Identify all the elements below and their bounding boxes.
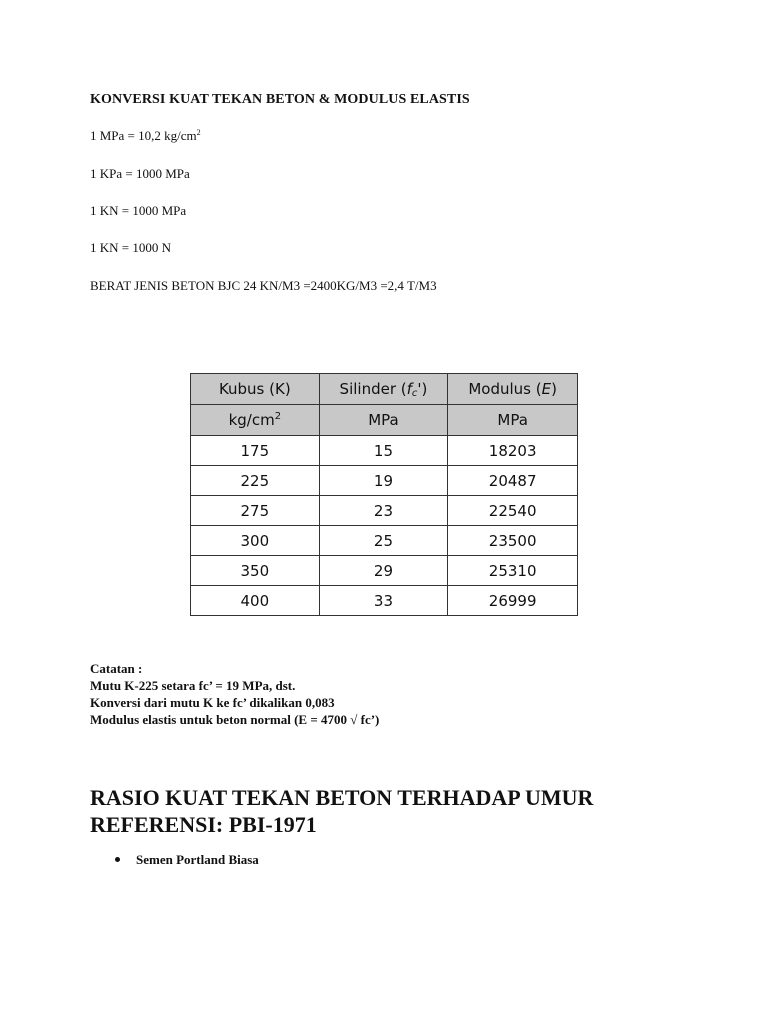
cell-modulus: 18203 [448, 436, 578, 466]
list-item [112, 852, 259, 868]
conversion-line-kn-n: 1 KN = 1000 N [90, 240, 171, 255]
cell-modulus: 23500 [448, 526, 578, 556]
cell-modulus: 25310 [448, 556, 578, 586]
table-row [191, 556, 578, 586]
conversion-text: 1 MPa = 10,2 kg/cm [90, 128, 197, 143]
note-line: Mutu K-225 setara fc’ = 19 MPa, dst. [90, 678, 296, 693]
header-silinder-unit: MPa [319, 405, 448, 436]
table-row [191, 436, 578, 466]
header-modulus: Modulus (E) [448, 374, 578, 405]
table-header-row [191, 374, 578, 405]
cell-silinder: 25 [319, 526, 448, 556]
table-header-unit-row [191, 405, 578, 436]
cell-kubus: 175 [191, 436, 320, 466]
note-line: Modulus elastis untuk beton normal (E = 4700 √ fc’) [90, 712, 380, 727]
table-row [191, 466, 578, 496]
notes-heading: Catatan : [90, 661, 143, 676]
conversion-line-mpa [90, 128, 201, 144]
header-silinder: Silinder $(f_c')$ [319, 374, 448, 405]
cell-silinder: 33 [319, 586, 448, 616]
header-kubus-unit: $kg/cm^2$ [191, 405, 320, 436]
conversion-line-kn-mpa: 1 KN = 1000 MPa [90, 203, 187, 218]
section-heading-line2: REFERENSI: PBI-1971 [90, 812, 317, 837]
section-heading-line1: RASIO KUAT TEKAN BETON TERHADAP UMUR [90, 785, 594, 810]
table-row [191, 526, 578, 556]
cell-kubus: 300 [191, 526, 320, 556]
bullet-dot-icon [115, 857, 120, 862]
cell-modulus: 20487 [448, 466, 578, 496]
cell-kubus: 275 [191, 496, 320, 526]
list-item-label: Semen Portland Biasa [136, 852, 259, 867]
conversion-line-berat-jenis: BERAT JENIS BETON BJC 24 KN/M3 =2400KG/M3 =2,4 T/M3 [90, 278, 437, 293]
cell-silinder: 15 [319, 436, 448, 466]
cell-silinder: 19 [319, 466, 448, 496]
section-heading [90, 784, 690, 838]
table-row [191, 496, 578, 526]
cell-kubus: 225 [191, 466, 320, 496]
header-kubus: Kubus (K) [191, 374, 320, 405]
document-title: KONVERSI KUAT TEKAN BETON & MODULUS ELASTIS [90, 92, 470, 107]
conversion-table [190, 373, 578, 616]
cell-modulus: 26999 [448, 586, 578, 616]
cell-silinder: 29 [319, 556, 448, 586]
header-modulus-unit: MPa [448, 405, 578, 436]
bullet-list [112, 852, 259, 868]
notes-block [90, 660, 379, 728]
cell-silinder: 23 [319, 496, 448, 526]
conversion-line-kpa: 1 KPa = 1000 MPa [90, 166, 190, 181]
superscript: 2 [196, 128, 201, 137]
conversion-table-image [190, 373, 578, 616]
note-line: Konversi dari mutu K ke fc’ dikalikan 0,083 [90, 695, 335, 710]
cell-kubus: 350 [191, 556, 320, 586]
cell-kubus: 400 [191, 586, 320, 616]
cell-modulus: 22540 [448, 496, 578, 526]
table-row [191, 586, 578, 616]
